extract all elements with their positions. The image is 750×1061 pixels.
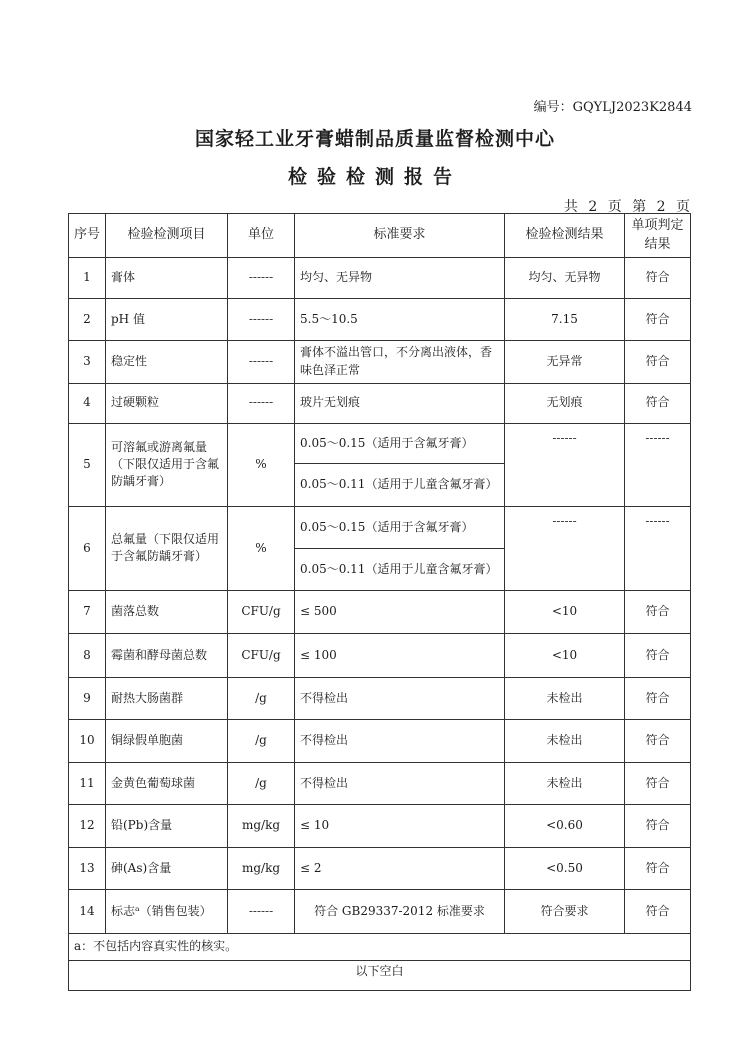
table-row — [69, 341, 691, 383]
footnote: a：不包括内容真实性的核实。 — [69, 934, 691, 960]
cell-unit: /g — [228, 720, 295, 762]
cell-seq: 14 — [69, 889, 106, 933]
table-row — [69, 506, 691, 548]
cell-seq: 9 — [69, 678, 106, 720]
cell-judgment: ------ — [625, 423, 691, 506]
table-row — [69, 258, 691, 298]
cell-unit: ------ — [228, 889, 295, 933]
cell-judgment: 符合 — [625, 762, 691, 804]
cell-standard: ≤ 100 — [295, 633, 505, 677]
table-row — [69, 847, 691, 889]
cell-seq: 13 — [69, 847, 106, 889]
inspection-table — [68, 213, 691, 991]
cell-standard: 0.05～0.11（适用于儿童含氟牙膏） — [295, 464, 505, 506]
header-result: 检验检测结果 — [505, 214, 625, 258]
cell-judgment: 符合 — [625, 678, 691, 720]
cell-seq: 4 — [69, 383, 106, 423]
table-row — [69, 720, 691, 762]
cell-standard: ≤ 10 — [295, 805, 505, 847]
cell-seq: 1 — [69, 258, 106, 298]
table-row — [69, 805, 691, 847]
cell-standard: 0.05～0.15（适用于含氟牙膏） — [295, 506, 505, 548]
table-header-row — [69, 214, 691, 258]
table-row — [69, 633, 691, 677]
cell-judgment: 符合 — [625, 805, 691, 847]
cell-standard: 0.05～0.15（适用于含氟牙膏） — [295, 423, 505, 463]
cell-result: 未检出 — [505, 678, 625, 720]
header-seq: 序号 — [69, 214, 106, 258]
cell-result: 未检出 — [505, 762, 625, 804]
cell-judgment: 符合 — [625, 889, 691, 933]
cell-unit: CFU/g — [228, 591, 295, 633]
blank-note: 以下空白 — [69, 960, 691, 990]
cell-seq: 12 — [69, 805, 106, 847]
table-row — [69, 383, 691, 423]
cell-item: 耐热大肠菌群 — [106, 678, 228, 720]
cell-item: 砷(As)含量 — [106, 847, 228, 889]
cell-item: 稳定性 — [106, 341, 228, 383]
cell-judgment: 符合 — [625, 383, 691, 423]
cell-unit: % — [228, 423, 295, 506]
header-unit: 单位 — [228, 214, 295, 258]
cell-unit: % — [228, 506, 295, 591]
table-row — [69, 423, 691, 463]
cell-result: 符合要求 — [505, 889, 625, 933]
cell-seq: 7 — [69, 591, 106, 633]
table-row — [69, 889, 691, 933]
cell-result: <0.50 — [505, 847, 625, 889]
cell-unit: ------ — [228, 258, 295, 298]
cell-seq: 6 — [69, 506, 106, 591]
cell-standard: 不得检出 — [295, 720, 505, 762]
cell-standard: 不得检出 — [295, 762, 505, 804]
header-standard: 标准要求 — [295, 214, 505, 258]
cell-item: pH 值 — [106, 298, 228, 340]
cell-item: 铜绿假单胞菌 — [106, 720, 228, 762]
cell-judgment: 符合 — [625, 258, 691, 298]
report-title: 检验检测报告 — [287, 166, 462, 188]
cell-judgment: 符合 — [625, 720, 691, 762]
cell-standard: 膏体不溢出管口，不分离出液体，香味色泽正常 — [295, 341, 505, 383]
cell-seq: 2 — [69, 298, 106, 340]
cell-result: 无划痕 — [505, 383, 625, 423]
cell-result: 均匀、无异物 — [505, 258, 625, 298]
cell-unit: ------ — [228, 298, 295, 340]
cell-judgment: 符合 — [625, 341, 691, 383]
cell-item: 总氟量（下限仅适用于含氟防龋牙膏） — [106, 506, 228, 591]
cell-seq: 8 — [69, 633, 106, 677]
cell-unit: /g — [228, 762, 295, 804]
cell-unit: /g — [228, 678, 295, 720]
report-number: 编号：GQYLJ2023K2844 — [533, 100, 692, 115]
cell-standard: 玻片无划痕 — [295, 383, 505, 423]
cell-result: ------ — [505, 506, 625, 591]
cell-result: <10 — [505, 633, 625, 677]
table-row — [69, 591, 691, 633]
cell-judgment: 符合 — [625, 847, 691, 889]
cell-standard: 符合 GB29337-2012 标准要求 — [295, 889, 505, 933]
cell-seq: 10 — [69, 720, 106, 762]
cell-item: 膏体 — [106, 258, 228, 298]
cell-item: 标志ᵃ（销售包装） — [106, 889, 228, 933]
cell-seq: 3 — [69, 341, 106, 383]
cell-seq: 5 — [69, 423, 106, 506]
center-name: 国家轻工业牙膏蜡制品质量监督检测中心 — [194, 128, 555, 150]
cell-item: 菌落总数 — [106, 591, 228, 633]
cell-unit: CFU/g — [228, 633, 295, 677]
cell-result: 未检出 — [505, 720, 625, 762]
cell-unit: ------ — [228, 383, 295, 423]
table-row — [69, 762, 691, 804]
cell-unit: mg/kg — [228, 847, 295, 889]
cell-item: 可溶氟或游离氟量（下限仅适用于含氟防龋牙膏） — [106, 423, 228, 506]
cell-result: 7.15 — [505, 298, 625, 340]
cell-unit: ------ — [228, 341, 295, 383]
cell-result: <10 — [505, 591, 625, 633]
cell-judgment: 符合 — [625, 591, 691, 633]
cell-judgment: 符合 — [625, 633, 691, 677]
cell-item: 金黄色葡萄球菌 — [106, 762, 228, 804]
cell-standard: 5.5～10.5 — [295, 298, 505, 340]
cell-standard: 不得检出 — [295, 678, 505, 720]
cell-standard: ≤ 2 — [295, 847, 505, 889]
page-info: 共 2 页 第 2 页 — [563, 199, 690, 215]
cell-judgment: 符合 — [625, 298, 691, 340]
cell-standard: 均匀、无异物 — [295, 258, 505, 298]
cell-item: 过硬颗粒 — [106, 383, 228, 423]
header-judgment: 单项判定结果 — [625, 214, 691, 258]
footnote-row — [69, 934, 691, 960]
cell-result: <0.60 — [505, 805, 625, 847]
table-row — [69, 298, 691, 340]
blank-note-row — [69, 960, 691, 990]
cell-unit: mg/kg — [228, 805, 295, 847]
cell-standard: 0.05～0.11（适用于儿童含氟牙膏） — [295, 548, 505, 590]
cell-standard: ≤ 500 — [295, 591, 505, 633]
cell-seq: 11 — [69, 762, 106, 804]
cell-judgment: ------ — [625, 506, 691, 591]
cell-item: 铅(Pb)含量 — [106, 805, 228, 847]
cell-result: 无异常 — [505, 341, 625, 383]
cell-result: ------ — [505, 423, 625, 506]
cell-item: 霉菌和酵母菌总数 — [106, 633, 228, 677]
table-row — [69, 678, 691, 720]
header-item: 检验检测项目 — [106, 214, 228, 258]
